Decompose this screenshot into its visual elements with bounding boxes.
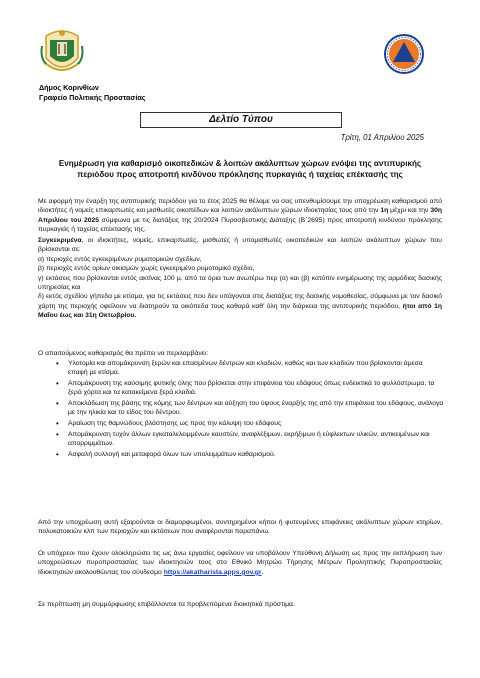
civil-protection-logo	[384, 34, 424, 74]
specific-section: Συγκεκριμένα, οι ιδιοκτήτες, νομείς, επικαρπωτές, μισθωτές ή υπομισθωτές οικοπεδικών και λοιπών ακάλυπτων χώρων που βρίσκονται σε: α) περιοχές εντός εγκεκριμένων ρυμοτομικών σχεδίων, β) περιοχές εντός ορίων οικισμών χωρίς εγκεκριμένο ρυμοτομικό σχέδιο, γ) εκτάσεις που βρίσκονται εντός ακτίνας 100 μ. από τα όρια των ανωτέρω περ (α) και (β) κατόπιν ενημέρωσης της αρμόδιας δασικής υπηρεσίας και δ) εκτός σχεδίου γήπεδα με κτίσμα, για τις εκτάσεις που δεν υπάγονται στις διατάξεις της δασικής νομοθεσίας, σύμφωνα με τον δασικό χάρτη της περιοχής οφείλουν να διατηρούν τα οικόπεδα τους καθαρά καθ’ όλη την διάρκεια της αντιπυρικής περιόδου, ήτοι από 1η Μαΐου έως και 31η Οκτωβρίου.	[38, 237, 442, 320]
item-d: δ) εκτός σχεδίου γήπεδα με κτίσμα, για τις εκτάσεις που δεν υπάγονται στις διατάξεις της δασικής νομοθεσίας, σύμφωνα με τον δασικό χάρτη της περιοχής οφείλουν να διατηρούν τα οικόπεδα τους καθαρά καθ’ όλη την διάρκεια της αντιπυρικής περιόδου, ήτοι από 1η Μαΐου έως και 31η Οκτωβρίου.	[38, 293, 442, 320]
publication-date: Τρίτη, 01 Απριλίου 2025	[340, 133, 424, 142]
penalty-paragraph: Σε περίπτωση μη συμμόρφωσης επιβάλλονται τα προβλεπόμενα διοικητικά πρόστιμα.	[38, 601, 295, 608]
list-item: • Ασφαλή συλλογή και μεταφορά όλων των υπολειμμάτων καθαρισμού.	[56, 450, 444, 459]
cleaning-requirements-list	[56, 359, 444, 460]
specific-lead: Συγκεκριμένα	[38, 237, 82, 244]
declaration-paragraph: Οι υπόχρεοι που έχουν ολοκληρώσει τις ως άνω εργασίες οφείλουν να υποβάλουν Υπεύθυνη Δήλωση ως προς την εκπλήρωση των υποχρεώσεων πυροπροστασίας των ιδιοκτησιών τους στο Εθνικό Μητρώο Τήρησης Μέτρων Προληπτικής Πυροπροστασίας Ιδιοκτησιών ακολουθώντας τον σύνδεσμο https://akatharista.apps.gov.gr.	[38, 550, 442, 576]
list-item: • Υλοτομία και απομάκρυνση ξερών και επασμένων δέντρων και κλαδιών, καθώς και των κλαδιών που βρίσκονται άμεσα επαφή με κτίσμα.	[56, 359, 444, 378]
intro-paragraph: Με αφορμή την έναρξη της αντιπυρικής περιόδου για το έτος 2025 θα θέλαμε να σας υπενθυμίσουμε την υποχρέωση καθαρισμού από ιδιοκτήτες ή νομείς επικαρπωτές και μισθωτές οικοπέδων και λοιπών ακάλυπτων χώρων ιδιοκτησίας τους από την 1η μέχρι και την 30η Απριλίου του 2025 σύμφωνα με τις διατάξεις της 20/2024 Πυροσβεστικής Διάταξης (Β΄2695) προς αποτροπή κινδύνου πρόκλησης πυρκαγιάς ή ταχείας επέκτασής της.	[38, 198, 442, 234]
headline: Ενημέρωση για καθαρισμό οικοπεδικών & λοιπών ακάλυπτων χώρων ενόψει της αντιπυρικής περιόδου προς αποτροπή κινδύνου πρόκλησης πυρκαγιάς ή ταχείας επέκτασής της	[58, 159, 422, 179]
org-name: Δήμος Κορινθίων	[39, 83, 99, 92]
akatharista-link[interactable]: https://akatharista.apps.gov.gr	[163, 568, 262, 576]
org-department: Γραφείο Πολιτικής Προστασίας	[39, 93, 146, 102]
required-intro: Ο απαιτούμενος καθαρισμός θα πρέπει να περιλαμβάνει:	[38, 350, 209, 357]
list-item: • Απομάκρυνση της καύσιμης φυτικής ύλης που βρίσκεται στην επιφάνεια του εδάφους όπως ενδεικτικά το φυλλόστρωμα, τα ξερά χόρτα και τα κατακείμενα ξερά κλαδιά.	[56, 379, 444, 398]
list-item: • Αποκλάδωση της βάσης της κόμης των δέντρων και αύξηση του ύψους έναρξής της από την επιφάνεια του εδάφους, ανάλογα με την ηλικία και το είδος του δέντρου.	[56, 399, 444, 418]
exemption-paragraph: Από την υποχρέωση αυτή εξαιρούνται οι διαμορφωμένοι, συντηρημένοι κήποι ή φυτευμένες επιφάνειες ακάλυπτων χώρων κτηρίων, πολυκατοικιών κλπ των περιοχών και εκτάσεων που αναφέρονται παραπάνω.	[38, 519, 442, 536]
item-c: γ) εκτάσεις που βρίσκονται εντός ακτίνας 100 μ. από τα όρια των ανωτέρω περ (α) και (β) κατόπιν ενημέρωσης της αρμόδιας δασικής υπηρεσίας και	[38, 274, 442, 292]
municipality-crest-logo	[40, 28, 84, 78]
item-a: α) περιοχές εντός εγκεκριμένων ρυμοτομικών σχεδίων,	[38, 255, 202, 263]
list-item: • Αραίωση της θαμνώδους βλάστησης ως προς την κάλυψη του εδάφους	[56, 419, 444, 428]
item-b: β) περιοχές εντός ορίων οικισμών χωρίς εγκεκριμένο ρυμοτομικό σχέδιο,	[38, 265, 255, 273]
document-title: Δελτίο Τύπου	[140, 112, 342, 128]
list-item: • Απομάκρυνση τυχόν άλλων εγκαταλελειμμένων καυστών, αναφλέξιμων, εκρήξιμων ή εύφλεκτων υλικών, αντικειμένων και απορριμμάτων.	[56, 430, 444, 449]
